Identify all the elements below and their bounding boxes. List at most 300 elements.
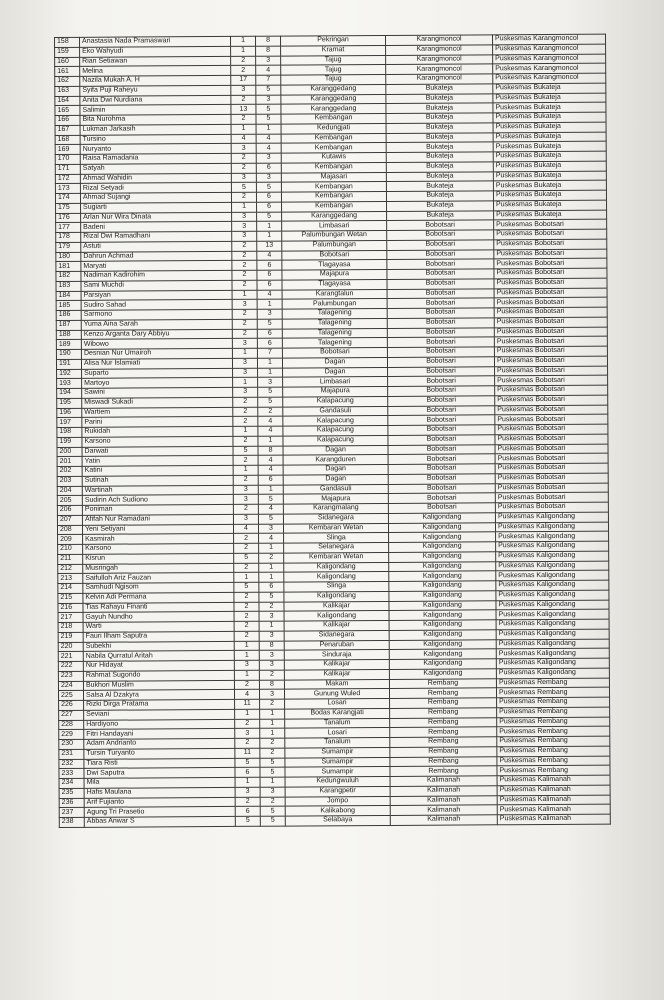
resident-name: Adam Andrianto [84, 738, 235, 749]
district-name: Rembang [390, 747, 497, 757]
village-name: Bobotsari [282, 250, 387, 260]
district-name: Bobotsari [388, 493, 495, 503]
rt-number: 2 [232, 270, 257, 280]
rt-number: 3 [232, 358, 257, 368]
district-name: Bobotsari [388, 474, 495, 484]
row-number: 169 [55, 145, 80, 155]
rt-number: 1 [231, 124, 256, 134]
rw-number: 5 [260, 767, 285, 777]
village-name: Karangtalun [282, 289, 387, 299]
row-number: 195 [57, 398, 82, 408]
rt-number: 2 [235, 738, 260, 748]
health-center-name: Puskesmas Rembang [496, 687, 609, 697]
village-name: Talagening [282, 328, 387, 338]
rt-number: 2 [231, 95, 256, 105]
row-number: 185 [56, 301, 81, 311]
village-name: Dagan [283, 474, 388, 484]
rw-number: 1 [260, 719, 285, 729]
district-name: Rembang [390, 766, 497, 776]
resident-name: Rizki Dirga Pratama [84, 699, 235, 710]
district-name: Kalimanah [390, 786, 497, 796]
row-number: 194 [57, 388, 82, 398]
row-number: 230 [59, 739, 84, 749]
rt-number: 3 [233, 485, 258, 495]
health-center-name: Puskesmas Rembang [497, 697, 610, 707]
village-name: Selabaya [285, 815, 390, 825]
row-number: 176 [56, 213, 81, 223]
row-number: 206 [57, 505, 82, 515]
village-name: Gandasuli [283, 406, 388, 416]
village-name: Kalapacung [283, 416, 388, 426]
health-center-name: Puskesmas Kaligondang [496, 541, 609, 551]
village-name: Tanalum [285, 737, 390, 747]
health-center-name: Puskesmas Bobotsari [495, 434, 608, 444]
resident-name: Kelvin Adi Permana [83, 592, 234, 603]
rw-number: 5 [258, 397, 283, 407]
district-name: Bobotsari [388, 415, 495, 425]
district-name: Rembang [390, 698, 497, 708]
resident-name: Saifulloh Ariz Fauzan [83, 573, 234, 584]
health-center-name: Puskesmas Bobotsari [495, 424, 608, 434]
village-name: Majasari [281, 172, 386, 182]
rt-number: 6 [235, 768, 260, 778]
row-number: 217 [58, 613, 83, 623]
row-number: 224 [58, 681, 83, 691]
row-number: 168 [55, 135, 80, 145]
row-number: 210 [58, 544, 83, 554]
health-center-name: Puskesmas Bobotsari [495, 492, 608, 502]
resident-name: Sarmono [81, 309, 232, 320]
district-name: Bobotsari [387, 347, 494, 357]
district-name: Rembang [390, 727, 497, 737]
resident-name: Sugiarti [81, 202, 232, 213]
resident-name: Parsiyan [81, 290, 232, 301]
row-number: 200 [57, 447, 82, 457]
rw-number: 3 [256, 56, 281, 66]
rw-number: 6 [259, 582, 284, 592]
row-number: 214 [58, 583, 83, 593]
resident-name: Poniman [82, 504, 233, 515]
rt-number: 2 [234, 621, 259, 631]
village-name: Kutawis [281, 152, 386, 162]
rt-number: 2 [234, 612, 259, 622]
rw-number: 1 [260, 709, 285, 719]
district-name: Bobotsari [387, 269, 494, 279]
rt-number: 2 [232, 309, 257, 319]
rw-number: 1 [257, 299, 282, 309]
rw-number: 1 [259, 572, 284, 582]
health-center-name: Puskesmas Kalimanah [497, 785, 610, 795]
district-name: Bukateja [386, 152, 493, 162]
row-number: 202 [57, 466, 82, 476]
health-center-name: Puskesmas Karangmoncol [493, 63, 606, 73]
rt-number: 2 [234, 592, 259, 602]
health-center-name: Puskesmas Kaligondang [496, 629, 609, 639]
row-number: 229 [59, 730, 84, 740]
rt-number: 3 [233, 514, 258, 524]
district-name: Kaligondang [389, 552, 496, 562]
health-center-name: Puskesmas Bukateja [494, 200, 607, 210]
rt-number: 2 [234, 680, 259, 690]
health-center-name: Puskesmas Karangmoncol [493, 73, 606, 83]
row-number: 234 [59, 778, 84, 788]
health-center-name: Puskesmas Kaligondang [495, 522, 608, 532]
district-name: Bukateja [386, 162, 493, 172]
rt-number: 6 [235, 807, 260, 817]
row-number: 166 [55, 115, 80, 125]
district-name: Bobotsari [387, 308, 494, 318]
village-name: Tlagayasa [282, 279, 387, 289]
rt-number: 5 [233, 446, 258, 456]
district-name: Kaligondang [389, 561, 496, 571]
district-name: Bobotsari [388, 366, 495, 376]
rw-number: 5 [256, 104, 281, 114]
district-name: Bobotsari [387, 318, 494, 328]
rt-number: 2 [234, 543, 259, 553]
village-name: Jompo [285, 796, 390, 806]
health-center-name: Puskesmas Rembang [497, 736, 610, 746]
village-name: Gandasuli [283, 484, 388, 494]
rw-number: 4 [259, 533, 284, 543]
rt-number: 2 [232, 319, 257, 329]
rt-number: 3 [231, 173, 256, 183]
rw-number: 3 [256, 95, 281, 105]
rt-number: 5 [231, 183, 256, 193]
rt-number: 3 [231, 144, 256, 154]
resident-name: Samhudi Ngisom [83, 582, 234, 593]
rt-number: 2 [231, 114, 256, 124]
district-name: Kaligondang [389, 649, 496, 659]
rt-number: 17 [231, 75, 256, 85]
rw-number: 8 [256, 46, 281, 56]
rt-number: 1 [230, 36, 255, 46]
resident-name: Katini [82, 465, 233, 476]
health-center-name: Puskesmas Kaligondang [496, 648, 609, 658]
rw-number: 6 [256, 192, 281, 202]
rt-number: 2 [233, 397, 258, 407]
district-name: Rembang [390, 708, 497, 718]
village-name: Karangpetir [285, 786, 390, 796]
health-center-name: Puskesmas Rembang [497, 746, 610, 756]
village-name: Majapura [283, 386, 388, 396]
health-center-name: Puskesmas Bobotsari [494, 219, 607, 229]
health-center-name: Puskesmas Bukateja [493, 151, 606, 161]
resident-name: Raisa Ramadania [80, 153, 231, 164]
district-name: Bobotsari [388, 483, 495, 493]
row-number: 218 [58, 622, 83, 632]
health-center-name: Puskesmas Bobotsari [495, 502, 608, 512]
rt-number: 2 [233, 417, 258, 427]
row-number: 163 [55, 86, 80, 96]
resident-name: Satyah [80, 163, 231, 174]
district-name: Kaligondang [389, 532, 496, 542]
rw-number: 8 [255, 36, 280, 46]
rt-number: 1 [233, 465, 258, 475]
district-name: Kaligondang [389, 581, 496, 591]
district-name: Bobotsari [388, 396, 495, 406]
district-name: Bukateja [386, 142, 493, 152]
health-center-name: Puskesmas Rembang [497, 717, 610, 727]
row-number: 186 [56, 310, 81, 320]
rt-number: 2 [231, 192, 256, 202]
district-name: Kaligondang [389, 639, 496, 649]
rw-number: 1 [258, 368, 283, 378]
resident-name: Sudirin Ach Sudiono [82, 495, 233, 506]
rw-number: 3 [259, 650, 284, 660]
health-center-name: Puskesmas Bobotsari [495, 483, 608, 493]
rt-number: 2 [231, 56, 256, 66]
village-name: Sumampir [285, 747, 390, 757]
row-number: 208 [57, 525, 82, 535]
health-center-name: Puskesmas Bobotsari [495, 385, 608, 395]
district-name: Bobotsari [388, 405, 495, 415]
resident-table [54, 34, 611, 828]
row-number: 184 [56, 291, 81, 301]
health-center-name: Puskesmas Bukateja [493, 161, 606, 171]
health-center-name: Puskesmas Rembang [497, 726, 610, 736]
district-name: Kalimanah [390, 805, 497, 815]
resident-name: Bita Nurohma [80, 114, 231, 125]
rt-number: 5 [234, 553, 259, 563]
rw-number: 13 [257, 241, 282, 251]
district-name: Bobotsari [387, 220, 494, 230]
rt-number: 1 [234, 670, 259, 680]
rw-number: 2 [259, 602, 284, 612]
resident-name: Tias Rahayu Finanti [83, 602, 234, 613]
district-name: Rembang [390, 756, 497, 766]
district-name: Kaligondang [389, 659, 496, 669]
row-number: 199 [57, 437, 82, 447]
district-name: Bobotsari [388, 444, 495, 454]
rw-number: 3 [259, 611, 284, 621]
health-center-name: Puskesmas Kaligondang [496, 600, 609, 610]
rt-number: 2 [233, 475, 258, 485]
rt-number: 2 [234, 631, 259, 641]
village-name: Tajug [281, 65, 386, 75]
district-name: Bobotsari [388, 464, 495, 474]
resident-name: Yeni Setiyani [82, 524, 233, 535]
health-center-name: Puskesmas Kaligondang [496, 619, 609, 629]
rt-number: 3 [233, 495, 258, 505]
village-name: Limbasari [283, 377, 388, 387]
row-number: 183 [56, 281, 81, 291]
village-name: Karanggedang [281, 94, 386, 104]
row-number: 204 [57, 486, 82, 496]
village-name: Sumampir [285, 767, 390, 777]
row-number: 237 [59, 808, 84, 818]
village-name: Palumbungan [282, 240, 387, 250]
resident-name: Salsa Al Dzakyra [83, 690, 234, 701]
health-center-name: Puskesmas Kaligondang [496, 658, 609, 668]
district-name: Bukateja [386, 132, 493, 142]
health-center-name: Puskesmas Karangmoncol [493, 54, 606, 64]
rw-number: 5 [260, 806, 285, 816]
rt-number: 3 [232, 222, 257, 232]
rw-number: 6 [257, 202, 282, 212]
health-center-name: Puskesmas Bobotsari [494, 336, 607, 346]
rw-number: 3 [256, 173, 281, 183]
village-name: Talagening [282, 318, 387, 328]
village-name: Karanggedang [281, 104, 386, 114]
health-center-name: Puskesmas Rembang [497, 756, 610, 766]
row-number: 236 [59, 798, 84, 808]
resident-name: Fauri Ilham Saputra [83, 631, 234, 642]
resident-name: Dahrun Achmad [81, 251, 232, 262]
resident-name: Wartiem [82, 407, 233, 418]
resident-name: Rian Setiawan [80, 56, 231, 67]
health-center-name: Puskesmas Bukateja [493, 180, 606, 190]
resident-name: Kenzo Arganta Dary Abbiyu [81, 329, 232, 340]
resident-name: Miswadi Sukadi [82, 397, 233, 408]
rw-number: 1 [257, 358, 282, 368]
rw-number: 4 [257, 251, 282, 261]
district-name: Kaligondang [389, 630, 496, 640]
village-name: Kedungjati [281, 123, 386, 133]
resident-name: Dwi Saputra [84, 768, 235, 779]
district-name: Kaligondang [389, 600, 496, 610]
resident-name: Karsono [83, 543, 234, 554]
district-name: Bukateja [386, 103, 493, 113]
resident-name: Agung Tri Prasetio [84, 807, 235, 818]
resident-name: Tursin Turyanto [84, 748, 235, 759]
rt-number: 1 [234, 651, 259, 661]
district-name: Karangmoncol [386, 64, 493, 74]
resident-name: Wartinah [82, 485, 233, 496]
resident-name: Tiara Risti [84, 758, 235, 769]
health-center-name: Puskesmas Bukateja [493, 83, 606, 93]
health-center-name: Puskesmas Kalimanah [497, 814, 610, 824]
rt-number: 5 [235, 816, 260, 826]
district-name: Bukateja [386, 191, 493, 201]
village-name: Kaligondang [284, 562, 389, 572]
resident-name: Sudiro Sahad [81, 300, 232, 311]
rt-number: 11 [235, 748, 260, 758]
village-name: Kaligondang [284, 591, 389, 601]
row-number: 215 [58, 593, 83, 603]
health-center-name: Puskesmas Bobotsari [495, 473, 608, 483]
row-number: 211 [58, 554, 83, 564]
village-name: Dagan [283, 445, 388, 455]
row-number: 178 [56, 232, 81, 242]
resident-name: Syifa Puji Raheyu [80, 85, 231, 96]
district-name: Karangmoncol [385, 35, 492, 45]
district-name: Kaligondang [389, 620, 496, 630]
district-name: Bobotsari [387, 230, 494, 240]
rw-number: 1 [258, 485, 283, 495]
rt-number: 2 [231, 163, 256, 173]
health-center-name: Puskesmas Karangmoncol [493, 44, 606, 54]
resident-name: Karsono [82, 436, 233, 447]
row-number: 233 [59, 769, 84, 779]
resident-name: Ahmad Sujangi [80, 192, 231, 203]
rw-number: 1 [260, 777, 285, 787]
village-name: Majapura [283, 494, 388, 504]
village-name: Limbasari [282, 221, 387, 231]
village-name: Losari [285, 728, 390, 738]
health-center-name: Puskesmas Bukateja [493, 122, 606, 132]
rw-number: 8 [259, 641, 284, 651]
row-number: 173 [55, 184, 80, 194]
resident-name: Maryati [81, 261, 232, 272]
health-center-name: Puskesmas Kaligondang [496, 551, 609, 561]
district-name: Bobotsari [387, 357, 494, 367]
village-name: Kembangan [281, 182, 386, 192]
rt-number: 1 [233, 378, 258, 388]
health-center-name: Puskesmas Kaligondang [496, 580, 609, 590]
district-name: Bukateja [387, 201, 494, 211]
health-center-name: Puskesmas Kaligondang [496, 590, 609, 600]
row-number: 197 [57, 418, 82, 428]
district-name: Kaligondang [388, 513, 495, 523]
row-number: 164 [55, 96, 80, 106]
district-name: Bobotsari [388, 386, 495, 396]
resident-name: Tursino [80, 134, 231, 145]
village-name: Penaruban [284, 640, 389, 650]
rt-number: 11 [235, 699, 260, 709]
rt-number: 1 [234, 573, 259, 583]
row-number: 191 [56, 359, 81, 369]
district-name: Rembang [390, 737, 497, 747]
rw-number: 1 [259, 563, 284, 573]
row-number: 158 [55, 37, 80, 47]
row-number: 238 [59, 817, 84, 827]
district-name: Bukateja [386, 123, 493, 133]
row-number: 216 [58, 603, 83, 613]
rw-number: 8 [259, 680, 284, 690]
village-name: Kalapacung [283, 396, 388, 406]
health-center-name: Puskesmas Bobotsari [495, 405, 608, 415]
resident-name: Eko Wahyudi [80, 46, 231, 57]
village-name: Kembangan [282, 201, 387, 211]
rt-number: 2 [231, 66, 256, 76]
village-name: Kaligondang [284, 611, 389, 621]
resident-name: Rizal Dwi Ramadhani [81, 231, 232, 242]
district-name: Kaligondang [389, 610, 496, 620]
village-name: Dagan [283, 464, 388, 474]
village-name: Tajug [281, 55, 386, 65]
rt-number: 3 [235, 729, 260, 739]
row-number: 221 [58, 652, 83, 662]
row-number: 182 [56, 271, 81, 281]
resident-name: Kisrun [83, 553, 234, 564]
rw-number: 1 [260, 728, 285, 738]
rt-number: 2 [233, 504, 258, 514]
rt-number: 3 [232, 231, 257, 241]
row-number: 228 [59, 720, 84, 730]
rw-number: 5 [259, 592, 284, 602]
resident-name: Suparto [82, 368, 233, 379]
district-name: Rembang [389, 688, 496, 698]
rt-number: 2 [234, 563, 259, 573]
resident-name: Ahmad Wahidin [80, 173, 231, 184]
village-name: Kalikajar [284, 659, 389, 669]
rt-number: 2 [232, 329, 257, 339]
row-number: 198 [57, 427, 82, 437]
district-name: Kaligondang [389, 542, 496, 552]
rt-number: 3 [232, 212, 257, 222]
rw-number: 1 [257, 221, 282, 231]
resident-name: Sutinah [82, 475, 233, 486]
district-name: Karangmoncol [386, 54, 493, 64]
resident-name: Kasmirah [83, 534, 234, 545]
rw-number: 3 [260, 787, 285, 797]
rw-number: 4 [256, 65, 281, 75]
district-name: Kalimanah [390, 776, 497, 786]
resident-name: Nazila Mukah A. H [80, 75, 231, 86]
village-name: Selanegara [284, 542, 389, 552]
resident-name: Anita Dwi Nurdiana [80, 95, 231, 106]
village-name: Karanggedang [282, 211, 387, 221]
